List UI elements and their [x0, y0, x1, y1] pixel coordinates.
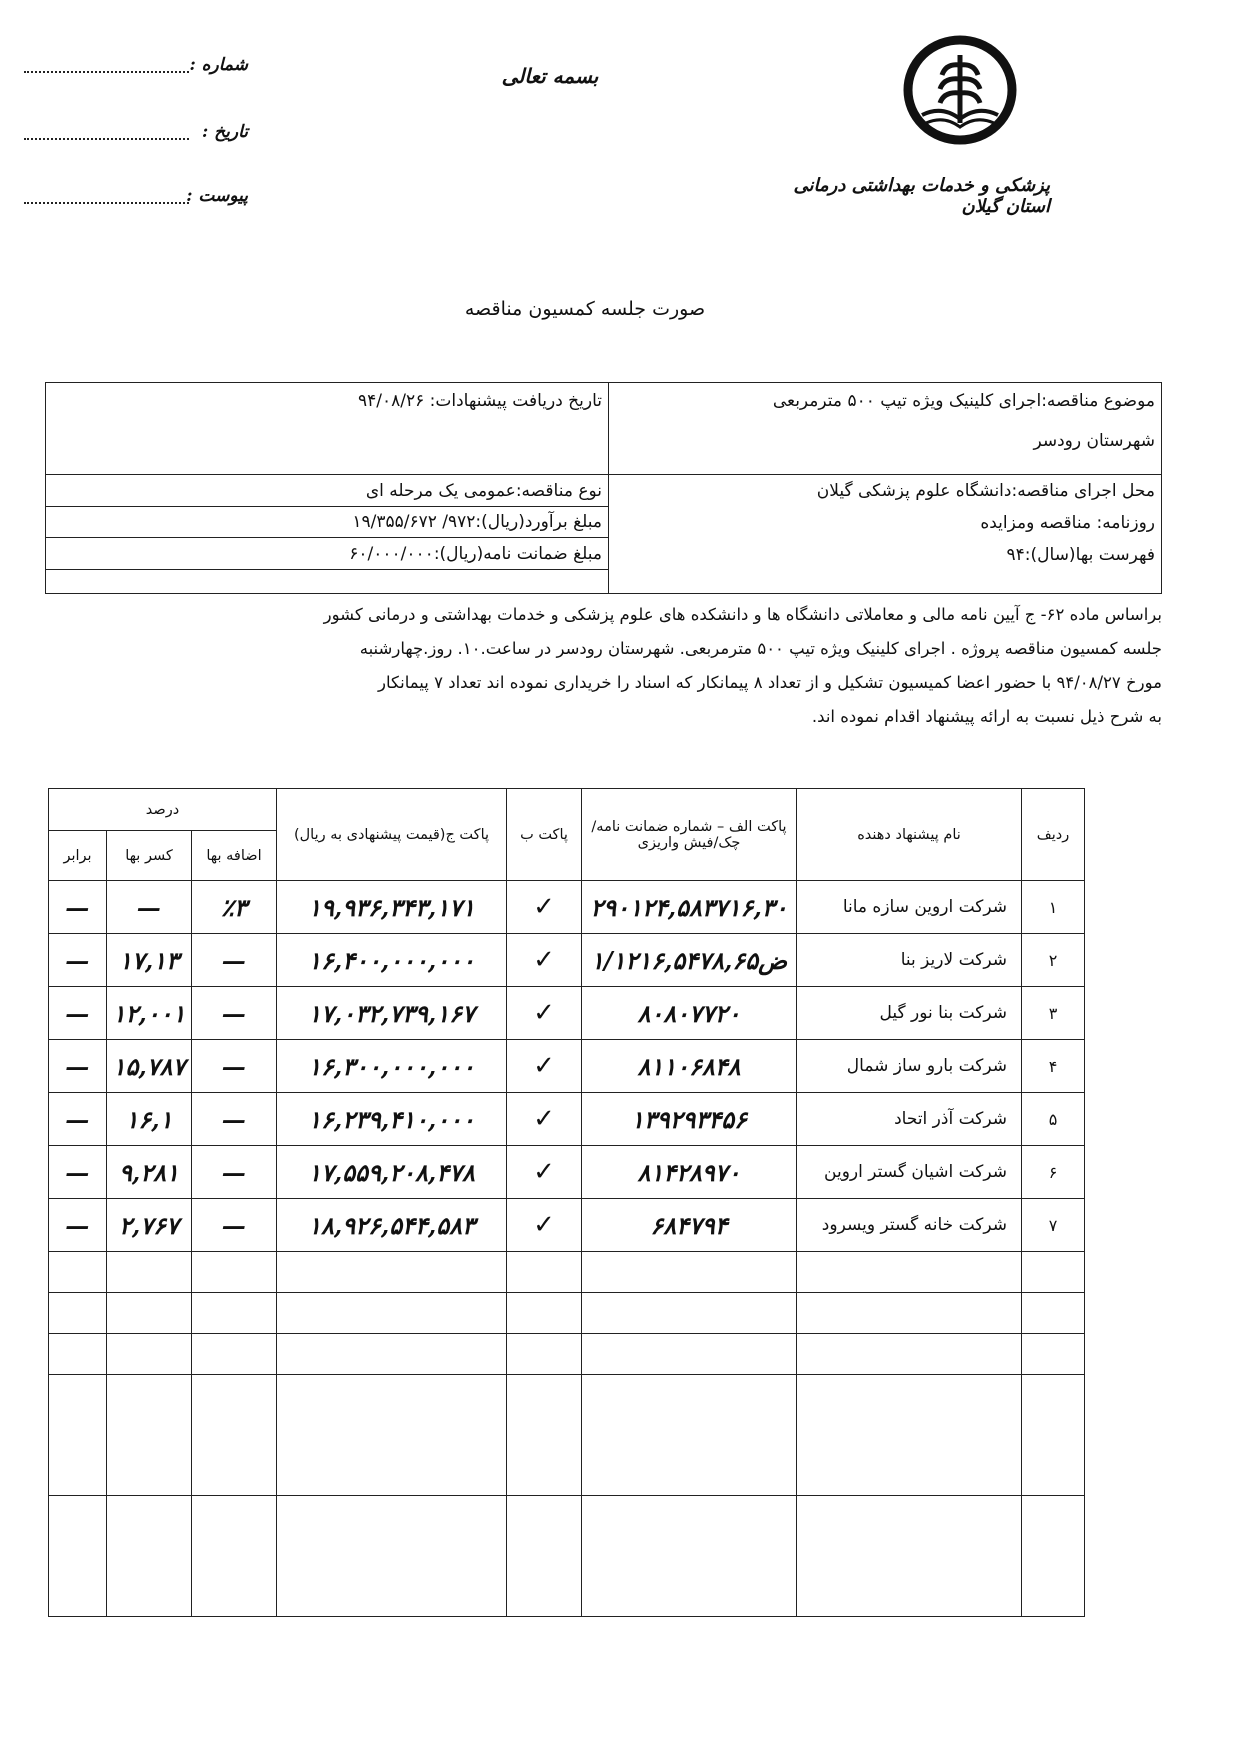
surcharge-value: — [192, 934, 277, 987]
newspaper: روزنامه: مناقصه ومزایده [980, 513, 1155, 533]
price-list: فهرست بها(سال):۹۴ [1006, 545, 1155, 565]
row-number: ۱ [1022, 881, 1085, 934]
empty-row [49, 1293, 1085, 1334]
bidder-name: شرکت بنا نور گیل [797, 987, 1022, 1040]
equal-value: — [49, 987, 107, 1040]
bidder-name: شرکت بارو ساز شمال [797, 1040, 1022, 1093]
packet-a-value: ۸۰۸۰۷۷۲۰ [582, 987, 797, 1040]
packet-b-check: ✓ [507, 1093, 582, 1146]
date-label: تاریخ : [201, 122, 248, 142]
paragraph-line: به شرح ذیل نسبت به ارائه پیشنهاد اقدام نموده اند. [811, 707, 1162, 726]
surcharge-value: — [192, 1093, 277, 1146]
tender-info-box [45, 382, 1162, 594]
packet-b-check: ✓ [507, 934, 582, 987]
packet-a-value: ۲۹۰۱۲۴,۵۸۳۷۱۶,۳۰ [582, 881, 797, 934]
receive-date: تاریخ دریافت پیشنهادات: ۹۴/۰۸/۲۶ [358, 391, 602, 411]
deficit-value: ۱۶,۱ [107, 1093, 192, 1146]
empty-row [49, 1334, 1085, 1375]
table-row [49, 1146, 1085, 1199]
price-value: ۱۹,۹۳۶,۳۴۳,۱۷۱ [277, 881, 507, 934]
row-number: ۳ [1022, 987, 1085, 1040]
col-header-row-number: ردیف [1022, 789, 1085, 881]
deficit-value: ۹,۲۸۱ [107, 1146, 192, 1199]
paragraph-line: جلسه کمسیون مناقصه پروژه . اجرای کلینیک ویژه تیپ ۵۰۰ مترمربعی. شهرستان رودسر در ساعت.۱۰. روز.چهارشنبه [359, 639, 1162, 658]
info-row-line [46, 506, 609, 507]
empty-row [49, 1252, 1085, 1293]
info-row-line [46, 474, 1161, 475]
guarantee-amount: مبلغ ضمانت نامه(ریال):۶۰/۰۰۰/۰۰۰ [349, 544, 602, 564]
col-header-percent: درصد [49, 789, 277, 831]
price-value: ۱۷,۵۵۹,۲۰۸,۴۷۸ [277, 1146, 507, 1199]
subject-line-2: شهرستان رودسر [1033, 431, 1155, 451]
packet-b-check: ✓ [507, 987, 582, 1040]
deficit-value: ۱۷,۱۳ [107, 934, 192, 987]
price-value: ۱۷,۰۳۲,۷۳۹,۱۶۷ [277, 987, 507, 1040]
bidder-name: شرکت خانه گستر ویسرود [797, 1199, 1022, 1252]
document-title: صورت جلسه کمسیون مناقصه [464, 298, 706, 320]
deficit-value: — [107, 881, 192, 934]
packet-a-value: ض۱/۱۲۱۶,۵۴۷۸,۶۵ [582, 934, 797, 987]
bidder-name: شرکت آذر اتحاد [797, 1093, 1022, 1146]
attachment-dotted-line [24, 202, 189, 204]
deficit-value: ۱۲,۰۰۱ [107, 987, 192, 1040]
price-value: ۱۸,۹۲۶,۵۴۴,۵۸۳ [277, 1199, 507, 1252]
bids-table [48, 788, 1085, 1617]
attachment-label: پیوست : [186, 186, 248, 206]
col-header-packet-b: پاکت ب [507, 789, 582, 881]
empty-row [49, 1496, 1085, 1617]
packet-b-check: ✓ [507, 1146, 582, 1199]
packet-a-value: ۱۳۹۲۹۳۴۵۶ [582, 1093, 797, 1146]
estimate-amount: مبلغ برآورد(ریال):۹۷۲/ ۱۹/۳۵۵/۶۷۲ [352, 512, 602, 532]
table-row [49, 1040, 1085, 1093]
price-value: ۱۶,۳۰۰,۰۰۰,۰۰۰ [277, 1040, 507, 1093]
packet-a-value: ۶۸۴۷۹۴ [582, 1199, 797, 1252]
number-field [18, 55, 248, 75]
table-row [49, 987, 1085, 1040]
col-header-deficit: کسر بها [107, 831, 192, 881]
execution-place: محل اجرای مناقصه:دانشگاه علوم پزشکی گیلان [816, 481, 1155, 501]
surcharge-value: — [192, 1199, 277, 1252]
col-header-surcharge: اضافه بها [192, 831, 277, 881]
row-number: ۷ [1022, 1199, 1085, 1252]
surcharge-value: ٪۳ [192, 881, 277, 934]
number-label: شماره : [189, 55, 248, 75]
number-dotted-line [24, 71, 189, 73]
equal-value: — [49, 1199, 107, 1252]
col-header-packet-c: پاکت ج(قیمت پیشنهادی به ریال) [277, 789, 507, 881]
equal-value: — [49, 934, 107, 987]
col-header-bidder: نام پیشنهاد دهنده [797, 789, 1022, 881]
table-row [49, 1199, 1085, 1252]
table-row [49, 934, 1085, 987]
packet-b-check: ✓ [507, 881, 582, 934]
minutes-paragraph [45, 598, 1162, 734]
packet-a-value: ۸۱۱۰۶۸۴۸ [582, 1040, 797, 1093]
price-value: ۱۶,۲۳۹,۴۱۰,۰۰۰ [277, 1093, 507, 1146]
bismillah-heading: بسمه تعالی [501, 64, 599, 88]
packet-b-check: ✓ [507, 1199, 582, 1252]
surcharge-value: — [192, 987, 277, 1040]
equal-value: — [49, 1146, 107, 1199]
price-value: ۱۶,۴۰۰,۰۰۰,۰۰۰ [277, 934, 507, 987]
col-header-equal: برابر [49, 831, 107, 881]
packet-a-value: ۸۱۴۲۸۹۷۰ [582, 1146, 797, 1199]
row-number: ۶ [1022, 1146, 1085, 1199]
bidder-name: شرکت لاریز بنا [797, 934, 1022, 987]
paragraph-line: براساس ماده ۶۲- ج آیین نامه مالی و معاملاتی دانشگاه ها و دانشکده های علوم پزشکی و خدمات بهداشتی و درمانی کشور [323, 605, 1162, 624]
packet-b-check: ✓ [507, 1040, 582, 1093]
deficit-value: ۲,۷۶۷ [107, 1199, 192, 1252]
col-header-packet-a: پاکت الف – شماره ضمانت نامه/چک/فیش واریزی [582, 789, 797, 881]
table-row [49, 1093, 1085, 1146]
paragraph-line: مورخ ۹۴/۰۸/۲۷ با حضور اعضا کمیسیون تشکیل و از تعداد ۸ پیمانکار که اسناد را خریداری نموده اند تعداد ۷ پیمانکار [378, 673, 1162, 692]
info-row-line [46, 569, 609, 570]
row-number: ۲ [1022, 934, 1085, 987]
equal-value: — [49, 1093, 107, 1146]
table-row [49, 881, 1085, 934]
date-field [18, 122, 248, 142]
row-number: ۴ [1022, 1040, 1085, 1093]
surcharge-value: — [192, 1040, 277, 1093]
info-row-line [46, 537, 609, 538]
equal-value: — [49, 1040, 107, 1093]
table-header-row [49, 789, 1085, 831]
deficit-value: ۱۵,۷۸۷ [107, 1040, 192, 1093]
empty-row [49, 1375, 1085, 1496]
surcharge-value: — [192, 1146, 277, 1199]
bidder-name: شرکت اشیان گستر اروین [797, 1146, 1022, 1199]
attachment-field [18, 186, 248, 206]
university-name: پزشکی و خدمات بهداشتی درمانی استان گیلان [793, 175, 1050, 217]
university-logo [900, 35, 1020, 145]
tender-type: نوع مناقصه:عمومی یک مرحله ای [365, 481, 602, 501]
date-dotted-line [24, 138, 189, 140]
subject-line-1: موضوع مناقصه:اجرای کلینیک ویژه تیپ ۵۰۰ مترمربعی [772, 391, 1155, 411]
equal-value: — [49, 881, 107, 934]
bidder-name: شرکت اروین سازه مانا [797, 881, 1022, 934]
row-number: ۵ [1022, 1093, 1085, 1146]
